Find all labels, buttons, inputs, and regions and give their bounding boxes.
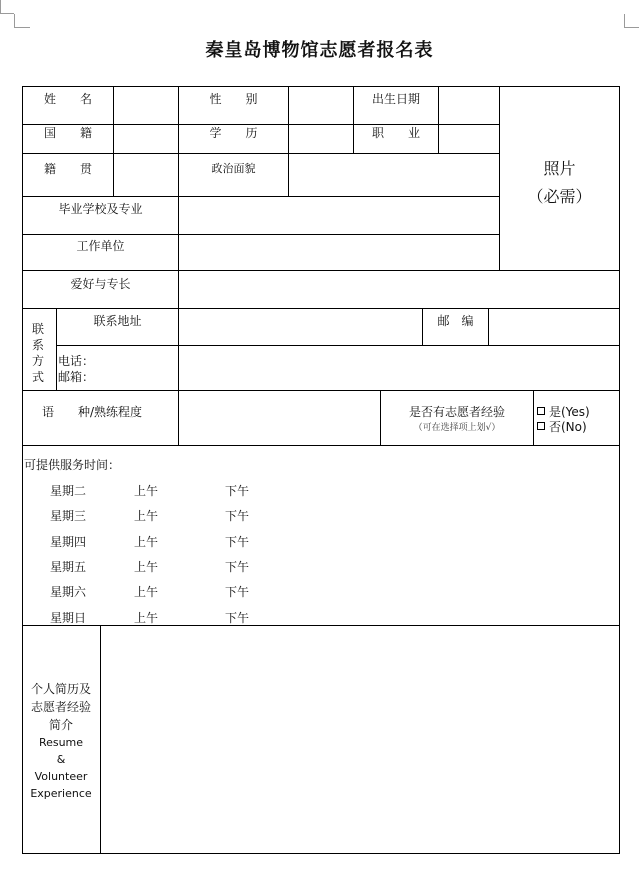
volunteer-experience-question: 是否有志愿者经验 (408, 405, 505, 419)
weekday-label: 星期日 (50, 610, 87, 625)
language-proficiency-label: 语 种/熟练程度 (42, 405, 143, 419)
yes-checkbox[interactable] (537, 407, 545, 415)
am-option[interactable]: 上午 (134, 585, 159, 600)
postcode-label: 邮 编 (437, 314, 474, 328)
pm-option[interactable]: 下午 (225, 534, 250, 549)
no-label: 否(No) (549, 420, 587, 434)
address-label: 联系地址 (93, 314, 142, 328)
photo-label: 照片 (543, 159, 576, 178)
political-status-label: 政治面貌 (211, 162, 256, 175)
occupation-label: 职 业 (371, 126, 420, 140)
postcode-field[interactable] (489, 309, 619, 345)
resume-label: 个人简历及 志愿者经验 简介 Resume & Volunteer Experience (30, 682, 92, 800)
pm-option[interactable]: 下午 (225, 509, 250, 524)
school-major-label: 毕业学校及专业 (58, 202, 143, 216)
am-option[interactable]: 上午 (134, 610, 159, 625)
phone-label: 电话： (58, 354, 95, 368)
experience-no-option[interactable] (537, 420, 587, 434)
gender-field[interactable] (289, 87, 353, 124)
pm-option[interactable]: 下午 (225, 559, 250, 574)
language-proficiency-field[interactable] (179, 391, 380, 445)
no-checkbox[interactable] (537, 422, 545, 430)
weekday-label: 星期三 (50, 509, 87, 524)
name-label: 姓 名 (43, 92, 92, 106)
work-unit-label: 工作单位 (76, 239, 125, 253)
hobby-field[interactable] (179, 271, 619, 308)
service-time-label: 可提供服务时间： (24, 458, 121, 472)
am-option[interactable]: 上午 (134, 559, 159, 574)
birth-date-field[interactable] (439, 87, 499, 124)
work-unit-field[interactable] (179, 235, 499, 270)
page-title: 秦皇岛博物馆志愿者报名表 (205, 40, 434, 61)
am-option[interactable]: 上午 (134, 509, 159, 524)
pm-option[interactable]: 下午 (225, 484, 250, 498)
crop-mark (14, 27, 30, 28)
photo-required-note: （必需） (527, 187, 592, 206)
education-field[interactable] (289, 125, 353, 153)
occupation-field[interactable] (439, 125, 499, 153)
nationality-field[interactable] (114, 125, 178, 153)
crop-mark (0, 13, 14, 14)
resume-field[interactable] (101, 626, 619, 853)
yes-label: 是(Yes) (549, 405, 590, 419)
political-status-field[interactable] (289, 154, 499, 196)
native-place-label: 籍 贯 (43, 162, 92, 176)
pm-option[interactable]: 下午 (225, 585, 250, 600)
crop-mark (624, 27, 639, 28)
email-label: 邮箱： (58, 370, 95, 384)
native-place-field[interactable] (114, 154, 178, 196)
am-option[interactable]: 上午 (134, 534, 159, 549)
am-option[interactable]: 上午 (134, 484, 159, 498)
crop-mark (0, 0, 1, 14)
address-field[interactable] (179, 309, 422, 345)
weekday-label: 星期六 (50, 585, 87, 600)
weekday-label: 星期四 (50, 534, 87, 549)
hobby-label: 爱好与专长 (70, 277, 131, 291)
crop-mark (14, 14, 15, 28)
crop-mark (624, 14, 625, 28)
experience-yes-option[interactable] (537, 405, 590, 419)
phone-email-field[interactable] (179, 346, 619, 390)
name-field[interactable] (114, 87, 178, 124)
volunteer-experience-hint: （可在选择项上划√） (413, 423, 501, 433)
weekday-label: 星期二 (50, 484, 87, 498)
nationality-label: 国 籍 (43, 126, 92, 140)
pm-option[interactable]: 下午 (225, 610, 250, 625)
education-label: 学 历 (209, 126, 258, 140)
gender-label: 性 别 (209, 92, 258, 106)
school-major-field[interactable] (179, 197, 499, 234)
weekday-label: 星期五 (50, 559, 87, 574)
birth-date-label: 出生日期 (371, 92, 420, 106)
